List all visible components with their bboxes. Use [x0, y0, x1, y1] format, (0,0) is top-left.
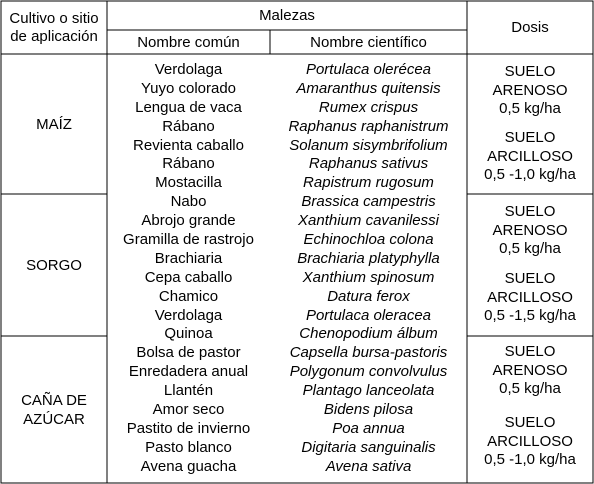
- dose-sorgo-sandy: [467, 203, 593, 259]
- weed-scientific-name: Echinochloa colona: [303, 231, 434, 249]
- dose-line: SUELO: [504, 414, 556, 431]
- weed-scientific-name: Plantago lanceolata: [302, 382, 435, 400]
- dose-line: 0,5 kg/ha: [499, 100, 561, 117]
- dose-line: 0,5 -1,0 kg/ha: [484, 166, 576, 183]
- weed-scientific-name: Raphanus sativus: [308, 155, 429, 173]
- weed-scientific-name: Portulaca oleracea: [305, 306, 432, 324]
- weed-common-name: Avena guacha: [140, 457, 237, 475]
- weed-common-name: Gramilla de rastrojo: [123, 231, 254, 249]
- weed-scientific-name: Portulaca olerécea: [305, 61, 432, 78]
- weed-scientific-name: Poa annua: [332, 419, 405, 437]
- weed-scientific-name: Chenopodium álbum: [299, 325, 438, 343]
- weed-common-name: Brachiaria: [154, 249, 223, 267]
- weed-common-name: Verdolaga: [154, 61, 223, 78]
- dose-line: ARCILLOSO: [487, 288, 573, 306]
- weed-scientific-name: Brachiaria platyphylla: [297, 249, 440, 267]
- weed-scientific-name: Rapistrum rugosum: [303, 174, 434, 192]
- dose-maiz-sandy: [467, 63, 593, 119]
- weed-common-name: Cepa caballo: [144, 268, 233, 286]
- weed-scientific-name: Avena sativa: [325, 457, 412, 475]
- weed-common-name: Verdolaga: [154, 306, 223, 324]
- weed-common-name: Chamico: [158, 287, 219, 305]
- weed-scientific-name: Raphanus raphanistrum: [288, 117, 449, 135]
- weed-scientific-name: Brassica campestris: [301, 193, 436, 211]
- dose-line: SUELO: [504, 270, 556, 287]
- dose-line: 0,5 kg/ha: [499, 240, 561, 257]
- dose-sorgo-clay: [467, 270, 593, 326]
- weed-common-name: Nabo: [170, 193, 207, 211]
- crop-sorgo: SORGO: [26, 256, 82, 274]
- weed-scientific-name: Datura ferox: [327, 287, 410, 305]
- header-dosis: Dosis: [511, 19, 549, 36]
- dose-line: ARENOSO: [492, 361, 568, 379]
- dose-line: ARCILLOSO: [487, 147, 573, 165]
- weed-common-name: Quinoa: [164, 325, 213, 343]
- header-common-name: Nombre común: [137, 33, 240, 51]
- dose-line: ARENOSO: [492, 81, 568, 99]
- weed-common-name: Enredadera anual: [128, 363, 249, 381]
- weed-common-name: Pasto blanco: [145, 438, 232, 456]
- dose-line: SUELO: [504, 343, 556, 360]
- header-crop: Cultivo o sitio de aplicación: [9, 9, 99, 45]
- scientific-name-list: [270, 61, 467, 477]
- dose-cana-clay: [467, 414, 593, 470]
- weed-scientific-name: Polygonum convolvulus: [289, 363, 448, 381]
- weed-common-name: Lengua de vaca: [135, 98, 242, 116]
- weed-common-name: Abrojo grande: [141, 212, 236, 230]
- crop-maiz: MAÍZ: [36, 115, 72, 133]
- dose-line: ARENOSO: [492, 221, 568, 239]
- weed-common-name: Amor seco: [152, 401, 225, 419]
- weed-common-name: Llantén: [163, 382, 214, 400]
- weed-common-name: Revienta caballo: [133, 136, 244, 154]
- weed-scientific-name: Digitaria sanguinalis: [301, 438, 436, 456]
- weed-common-name: Pastito de invierno: [126, 419, 251, 437]
- dose-line: ARCILLOSO: [487, 432, 573, 450]
- header-scientific-name: Nombre científico: [310, 33, 427, 51]
- common-name-list: [107, 61, 270, 477]
- dose-line: 0,5 -1,5 kg/ha: [484, 307, 576, 324]
- weed-common-name: Yuyo colorado: [140, 79, 237, 97]
- weed-scientific-name: Bidens pilosa: [323, 401, 414, 419]
- dose-maiz-clay: [467, 129, 593, 185]
- weed-common-name: Mostacilla: [155, 174, 222, 192]
- dose-line: SUELO: [504, 129, 556, 146]
- weed-scientific-name: Rumex crispus: [318, 98, 419, 116]
- weed-scientific-name: Xanthium spinosum: [302, 268, 435, 286]
- header-malezas: Malezas: [259, 7, 315, 24]
- dose-line: 0,5 -1,0 kg/ha: [484, 451, 576, 468]
- weed-scientific-name: Capsella bursa-pastoris: [289, 344, 448, 362]
- weed-common-name: Rábano: [162, 155, 215, 173]
- dose-line: SUELO: [504, 203, 556, 220]
- dose-line: SUELO: [504, 63, 556, 80]
- weed-common-name: Bolsa de pastor: [136, 344, 241, 362]
- crop-cana-de-azucar: CAÑA DE AZÚCAR: [21, 391, 87, 428]
- dose-cana-sandy: [467, 343, 593, 399]
- dose-line: 0,5 kg/ha: [499, 380, 561, 397]
- weed-scientific-name: Amaranthus quitensis: [296, 79, 441, 97]
- weed-scientific-name: Solanum sisymbrifolium: [289, 136, 448, 154]
- weed-scientific-name: Xanthium cavanilessi: [298, 212, 439, 230]
- weed-common-name: Rábano: [162, 117, 215, 135]
